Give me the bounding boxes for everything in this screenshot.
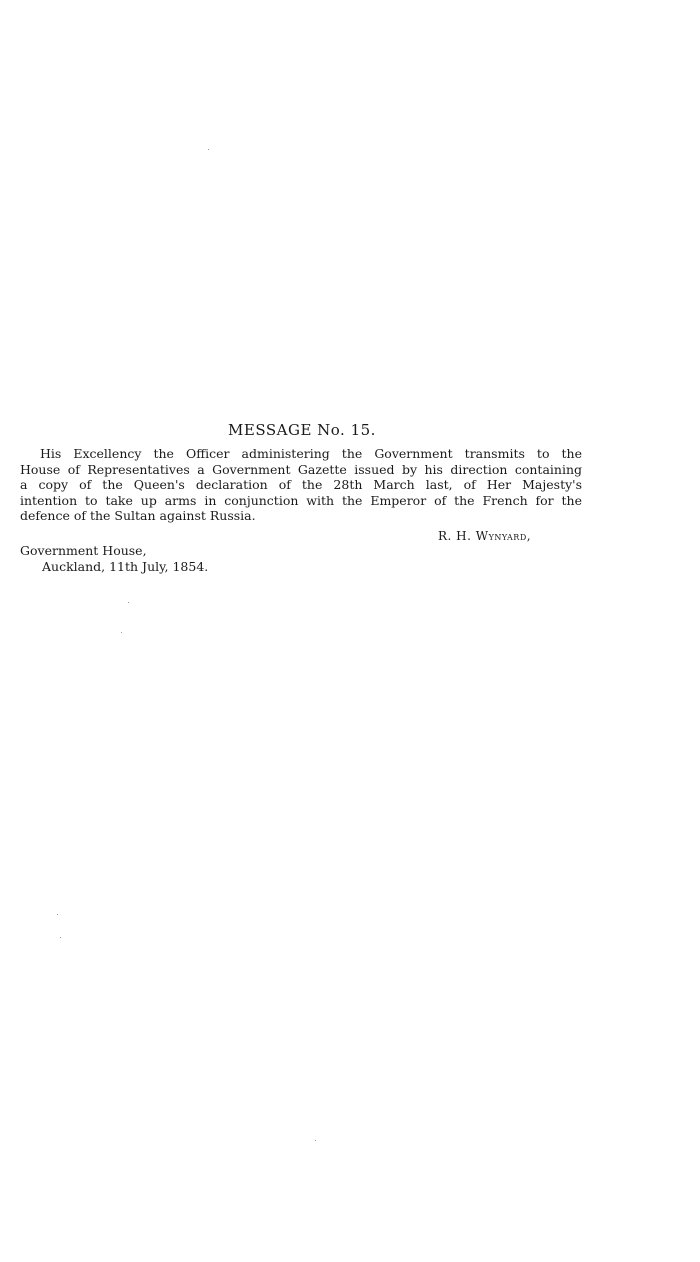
message-line-3: a copy of the Queen's declaration of the 28th March last, of Her Majesty's <box>20 477 582 492</box>
message-line-2: House of Representatives a Government Gazette issued by his direction containing <box>20 461 582 477</box>
paper-speck <box>57 914 58 915</box>
message-line-4: intention to take up arms in conjunction with the Emperor of the French for the <box>20 492 582 508</box>
place-line-1: Government House, <box>20 543 147 558</box>
message-body <box>20 446 582 524</box>
paper-speck <box>315 1140 316 1141</box>
paper-speck <box>208 149 209 150</box>
place-line-2: Auckland, 11th July, 1854. <box>42 559 209 574</box>
message-line-5: defence of the Sultan against Russia. <box>20 508 256 523</box>
signature <box>438 529 531 543</box>
message-title: MESSAGE No. 15. <box>228 421 376 439</box>
message-line-1: His Excellency the Officer administering the Government transmits to the <box>40 446 582 461</box>
paper-speck <box>121 632 122 633</box>
paper-speck <box>60 937 61 938</box>
signature-name: R. H. Wynyard, <box>438 529 532 543</box>
paper-speck <box>128 602 129 603</box>
place-and-date <box>20 543 208 575</box>
